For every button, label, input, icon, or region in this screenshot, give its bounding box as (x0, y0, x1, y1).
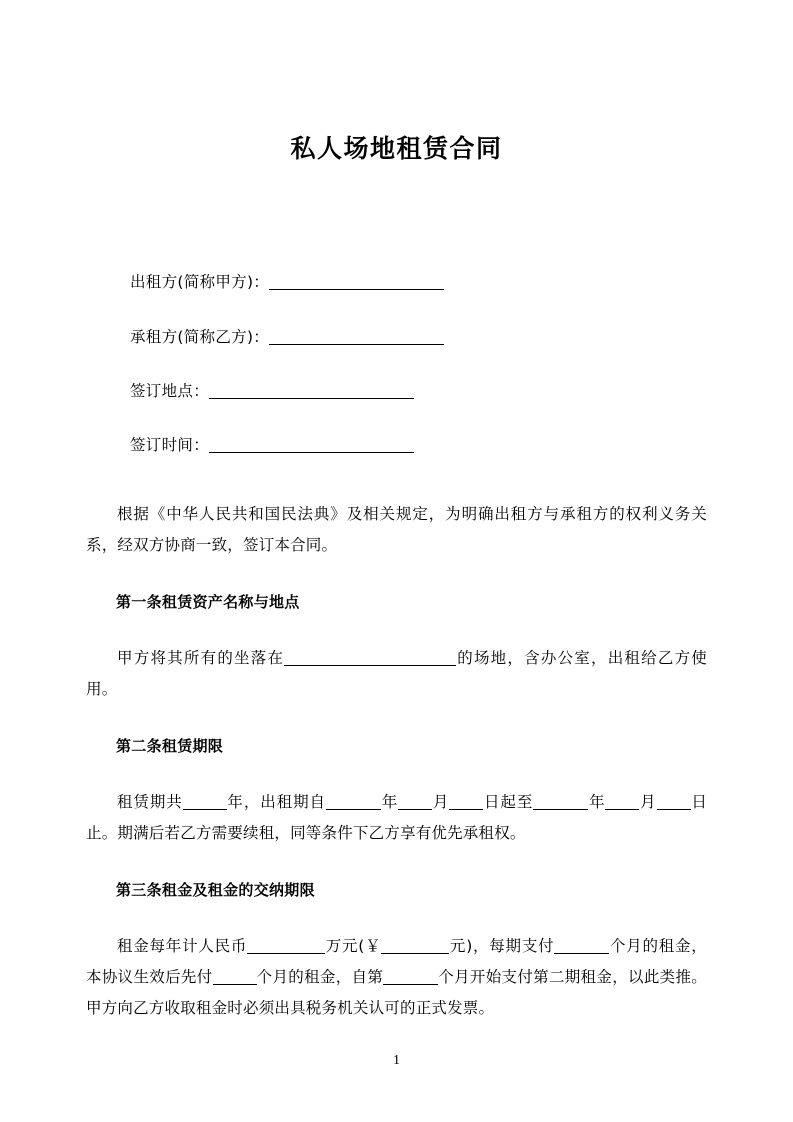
article-1-location-blank[interactable] (284, 653, 456, 666)
page-title: 私人场地租赁合同 (290, 134, 503, 163)
signing-date-label: 签订时间： (130, 436, 210, 454)
lessee-input-blank[interactable] (269, 331, 444, 345)
article-2-text-1: 租赁期共 (117, 793, 183, 812)
article-2-years-blank[interactable] (183, 797, 227, 810)
field-row-lessor (86, 271, 707, 294)
article-2-heading: 第二条租赁期限 (116, 737, 224, 756)
lessor-input-blank[interactable] (269, 276, 444, 290)
field-row-signing-place (86, 380, 707, 403)
article-3-text-1: 租金每年计人民币 (117, 937, 248, 956)
article-1-text-1: 甲方将其所有的坐落在 (117, 649, 285, 668)
lessor-label: 出租方(简称甲方)： (130, 273, 270, 292)
signing-place-label: 签订地点： (130, 381, 210, 400)
signing-date-input-blank[interactable] (209, 439, 414, 453)
article-2-start-year-blank[interactable] (326, 797, 381, 810)
article-1-body (86, 643, 707, 705)
preamble-paragraph: 根据《中华人民共和国民法典》及相关规定，为明确出租方与承租方的权利义务关系，经双方协商一致，签订本合同。 (86, 505, 707, 555)
article-3-text-5: 个月的租金，自第 (256, 968, 384, 987)
article-2-end-day-blank[interactable] (657, 797, 691, 810)
page-number: 1 (393, 1053, 400, 1068)
article-3-heading: 第三条租金及租金的交纳期限 (116, 881, 315, 900)
article-2-text-4: 月 (432, 793, 450, 812)
document-content (86, 0, 707, 1024)
article-3-text-3: 元)，每期支付 (449, 937, 555, 956)
article-2-end-year-blank[interactable] (533, 797, 588, 810)
article-3-second-period-month-blank[interactable] (383, 972, 438, 985)
field-row-lessee (86, 326, 707, 349)
article-1-heading: 第一条租赁资产名称与地点 (116, 593, 300, 612)
article-3-prepay-months-blank[interactable] (213, 972, 257, 985)
article-2-body (86, 787, 707, 849)
field-row-signing-date (86, 434, 707, 457)
article-3-text-4: 个月的租金，本协议生效后先付 (86, 937, 707, 987)
article-3-text-6: 个月开始支付第二期租金，以此类推。甲方向乙方收取租金时必须出具税务机关认可的正式发票。 (86, 968, 707, 1018)
article-2-text-3: 年 (380, 793, 399, 812)
signing-place-input-blank[interactable] (209, 385, 414, 399)
article-2-end-month-blank[interactable] (605, 797, 639, 810)
article-2-text-8: 日止。期满后若乙方需要续租，同等条件下乙方享有优先承租权。 (86, 793, 708, 843)
article-3-text-2: 万元(￥ (325, 937, 382, 956)
article-1-text-2: 的场地，含办公室，出租给乙方使用。 (86, 649, 707, 699)
article-2-text-5: 日起至 (483, 793, 534, 812)
article-3-rent-yuan-blank[interactable] (381, 941, 449, 954)
article-2-text-7: 月 (639, 793, 657, 812)
article-2-text-2: 年，出租期自 (226, 793, 326, 812)
lessee-label: 承租方(简称乙方)： (130, 327, 270, 346)
article-3-period-months-blank[interactable] (554, 941, 609, 954)
contract-fields (86, 271, 707, 457)
article-2-start-day-blank[interactable] (449, 797, 483, 810)
article-3-body (86, 931, 707, 1024)
article-2-text-6: 年 (588, 793, 606, 812)
article-2-start-month-blank[interactable] (398, 797, 432, 810)
article-3-rent-wan-blank[interactable] (247, 941, 325, 954)
